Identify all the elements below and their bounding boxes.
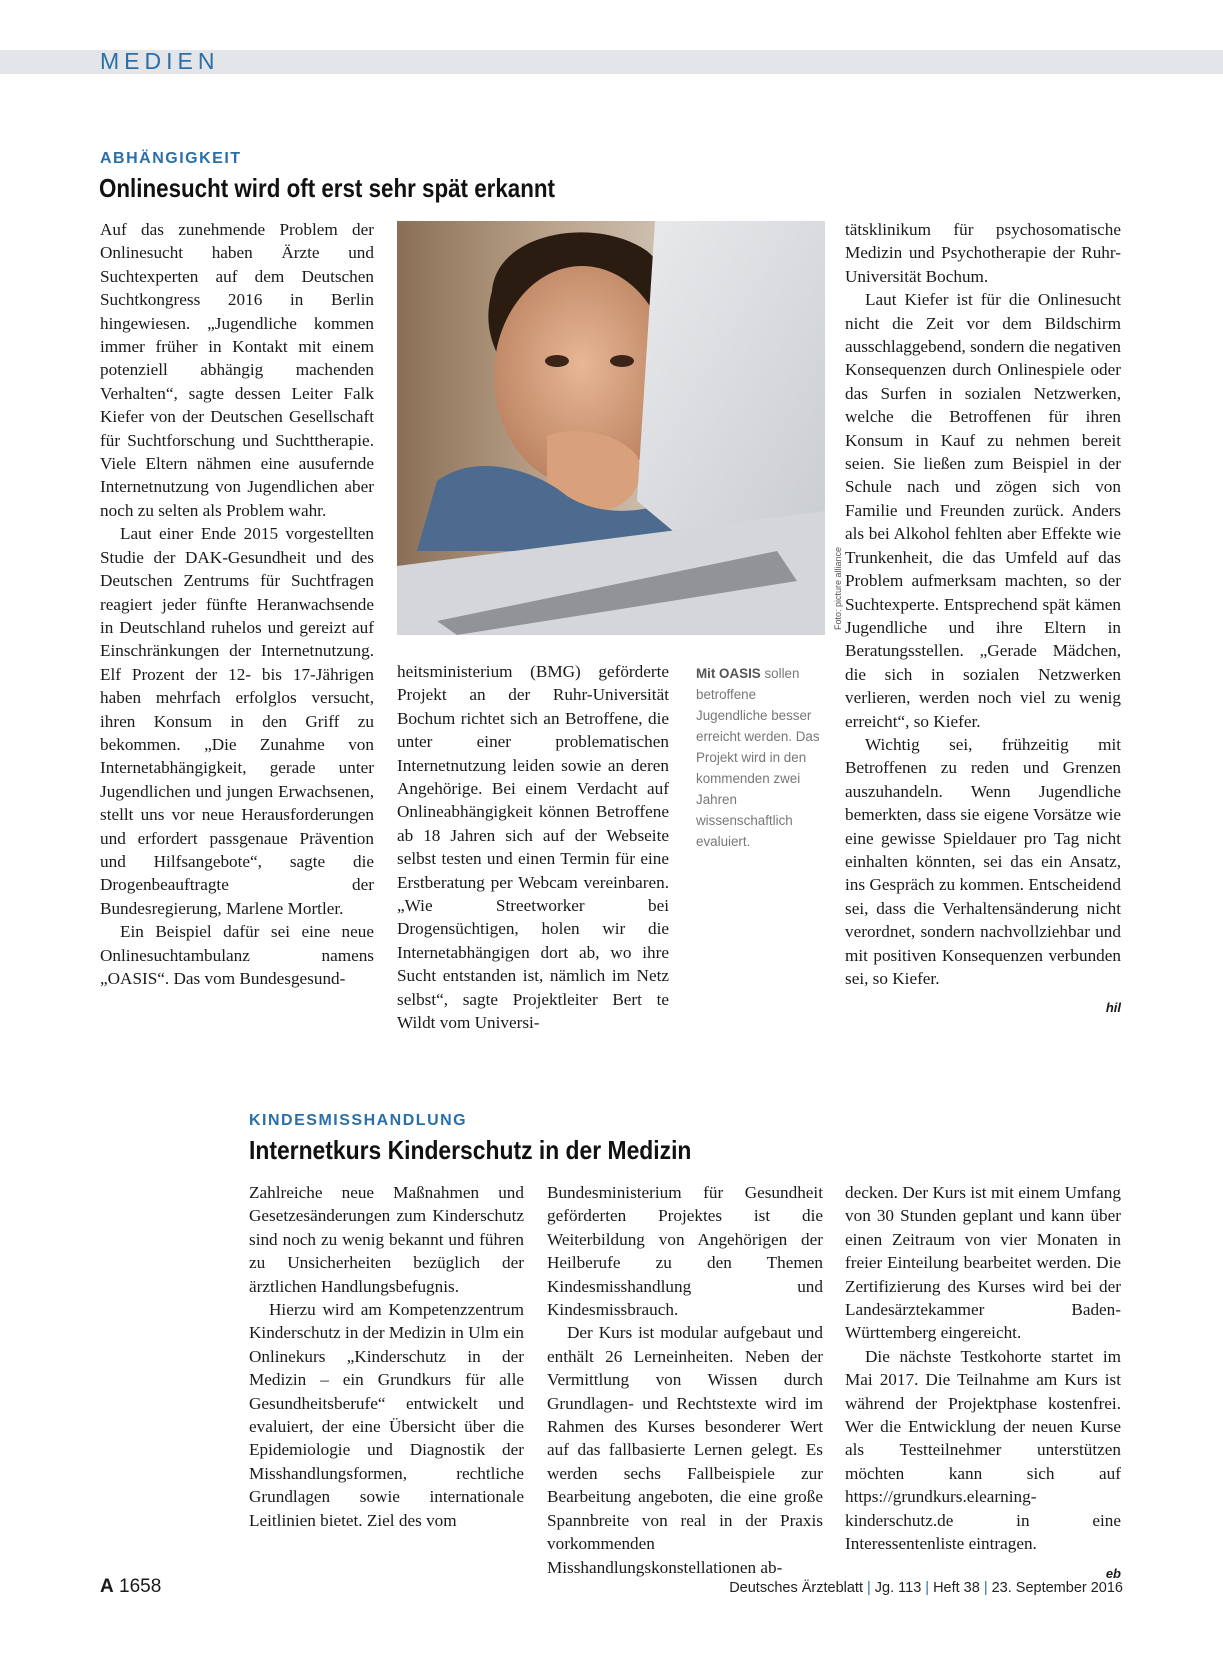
- article1-col1-paragraph: Laut einer Ende 2015 vorgestellten Studie der DAK-Gesundheit und des Deutschen Zentrums für Suchtfragen reagiert jeder fünfte Heranwachsende in Deutschland ruhelos und gereizt auf Einschränkungen der Internetnutzung. Elf Prozent der 12- bis 17-Jährigen haben mehrfach erfolglos versucht, ihren Konsum in den Griff zu bekommen. „Die Zunahme von Internetabhängigkeit, gerade unter Jugendlichen und jungen Erwachsenen, stellt uns vor neue Herausforderungen und erfordert passgenaue Prävention und Hilfsangebote“, sagte die Drogenbeauftragte der Bundesregierung, Marlene Mortler.: [100, 524, 374, 918]
- article2-signature: eb: [1105, 1565, 1121, 1581]
- article-photo: [397, 221, 825, 635]
- article2-column-1: [249, 1181, 524, 1532]
- article1-col1-paragraph: Ein Beispiel dafür sei eine neue Onlinesuchtambulanz namens „OASIS“. Das vom Bundesgesund-: [100, 922, 374, 988]
- article2-headline: Internetkurs Kinderschutz in der Medizin: [249, 1135, 692, 1165]
- footer-separator: |: [867, 1580, 871, 1596]
- article2-col1-paragraph: Hierzu wird am Kompetenzzentrum Kinderschutz in der Medizin in Ulm ein Onlinekurs „Kinderschutz in der Medizin – ein Grundkurs für alle Gesundheitsberufe“ entwickelt und evaluiert, der eine Übersicht über die Epidemiologie und Diagnostik der Misshandlungsformen, rechtliche Grundlagen sowie internationale Leitlinien bietet. Ziel des vom: [249, 1300, 524, 1530]
- article1-column-3: [845, 218, 1121, 1020]
- article2-col3-paragraph: decken. Der Kurs ist mit einem Umfang von 30 Stunden geplant und kann über einen Zeitraum von vier Monaten in freier Einteilung bearbeitet werden. Die Zertifizierung des Kurses wird bei der Landesärztekammer Baden-Württemberg eingereicht.: [845, 1183, 1121, 1343]
- article1-col2-paragraph: heitsministerium (BMG) geförderte Projekt an der Ruhr-Universität Bochum richtet sich an Betroffene, die unter einer problematischen Internetnutzung leiden sowie an deren Angehörige. Bei einem Verdacht auf Onlineabhängigkeit können Betroffene ab 18 Jahren sich auf der Webseite selbst testen und einen Termin für eine Erstberatung per Webcam vereinbaren. „Wie Streetworker bei Drogensüchtigen, holen wir die Internetabhängigen dort ab, wo ihre Sucht entstanden ist, nämlich im Netz selbst“, sagte Projektleiter Bert te Wildt vom Universi-: [397, 662, 669, 1033]
- journal-name: Deutsches Ärzteblatt: [729, 1580, 863, 1596]
- caption-lead: Mit OASIS: [696, 666, 761, 681]
- article2-kicker: KINDESMISSHANDLUNG: [249, 1112, 468, 1129]
- photo-credit: Foto: picture alliance: [833, 546, 843, 630]
- article1-kicker: ABHÄNGIGKEIT: [100, 150, 242, 167]
- article1-col3-paragraph: tätsklinikum für psychosomatische Medizin und Psychotherapie der Ruhr-Universität Bochum.: [845, 220, 1121, 286]
- caption-text: sollen betroffene Jugendliche besser erreicht werden. Das Projekt wird in den kommenden zwei Jahren wissenschaftlich evaluiert.: [696, 666, 820, 849]
- journal-issue: Heft 38: [933, 1580, 980, 1596]
- article1-col3-paragraph: Laut Kiefer ist für die Onlinesucht nicht die Zeit vor dem Bildschirm ausschlaggebend, sondern die negativen Konsequenzen durch Onlinespiele oder das Surfen in sozialen Netzwerken, welche die Betroffenen für ihren Konsum in Kauf zu nehmen bereit seien. Sie ließen zum Beispiel in der Schule nach und zögen sich von Familie und Freunden zurück. Anders als bei Alkohol fehlten aber Effekte wie Trunkenheit, die das Umfeld auf das Problem aufmerksam machten, so der Suchtexperte. Entsprechend spät kämen Jugendliche und ihre Eltern in Beratungsstellen. „Gerade Mädchen, die sich in sozialen Netzwerken verlieren, werden noch viel zu wenig erreicht“, so Kiefer.: [845, 290, 1121, 731]
- footer-citation: [729, 1580, 1123, 1596]
- page-number-value: 1658: [119, 1576, 162, 1597]
- section-label: MEDIEN: [100, 48, 220, 74]
- article1-signature: hil: [1105, 1000, 1121, 1016]
- child-at-laptop-photo: [397, 221, 825, 635]
- footer-separator: |: [925, 1580, 930, 1596]
- article1-headline: Onlinesucht wird oft erst sehr spät erkannt: [99, 173, 556, 203]
- article2-col2-paragraph: Der Kurs ist modular aufgebaut und enthält 26 Lerneinheiten. Neben der Vermittlung von Wissen durch Grundlagen- und Rechtstexte wird im Rahmen des Kurses besonderer Wert auf das fallbasierte Lernen gelegt. Es werden sechs Fallbeispiele zur Bearbeitung angeboten, die eine große Spannbreite von real in der Praxis vorkommenden Misshandlungskonstellationen ab-: [547, 1323, 823, 1577]
- article1-column-2: [397, 660, 669, 1035]
- article1-col1-paragraph: Auf das zunehmende Problem der Onlinesucht haben Ärzte und Suchtexperten auf dem Deutschen Suchtkongress 2016 in Berlin hingewiesen. „Jugendliche kommen immer früher in Kontakt mit einem potenziell abhängig machenden Verhalten“, sagte dessen Leiter Falk Kiefer von der Deutschen Gesellschaft für Suchtforschung und Suchttherapie. Viele Eltern nähmen eine ausufernde Internetnutzung von Jugendlichen aber noch zu selten als Problem wahr.: [100, 220, 374, 520]
- page-number: [100, 1576, 161, 1598]
- journal-volume: Jg. 113: [874, 1580, 922, 1596]
- footer-separator: |: [983, 1580, 988, 1596]
- article2-col2-paragraph: Bundesministerium für Gesundheit geförderten Projektes ist die Weiterbildung von Angehörigen der Heilberufe zu den Themen Kindesmisshandlung und Kindesmissbrauch.: [547, 1183, 823, 1320]
- article2-column-3: [845, 1181, 1121, 1585]
- article2-column-2: [547, 1181, 823, 1579]
- article1-column-1: [100, 218, 374, 990]
- article1-col3-paragraph: Wichtig sei, frühzeitig mit Betroffenen zu reden und Grenzen auszuhandeln. Wenn Jugendliche bemerkten, dass sie eigene Vorsätze wie eine gewisse Spieldauer pro Tag nicht einhalten könnten, sei das ein Ansatz, ins Gespräch zu kommen. Entscheidend sei, dass die Verhaltensänderung nicht verordnet, sondern nachvollziehbar und mit positiven Konsequenzen verbunden sei, so Kiefer.: [845, 734, 1121, 988]
- photo-caption: [696, 663, 826, 852]
- article2-col3-paragraph: Die nächste Testkohorte startet im Mai 2017. Die Teilnahme am Kurs ist während der Projektphase kostenfrei. Wer die Entwicklung der neuen Kurse als Testteilnehmer unterstützen möchten kann sich auf https://grundkurs.elearning-kinderschutz.de in eine Interessentenliste eintragen.: [845, 1346, 1121, 1554]
- page-prefix: A: [100, 1576, 114, 1597]
- issue-date: 23. September 2016: [991, 1580, 1123, 1596]
- article2-col1-paragraph: Zahlreiche neue Maßnahmen und Gesetzesänderungen zum Kinderschutz sind noch zu wenig bekannt und führen zu Unsicherheiten bezüglich der ärztlichen Handlungsbefugnis.: [249, 1183, 524, 1296]
